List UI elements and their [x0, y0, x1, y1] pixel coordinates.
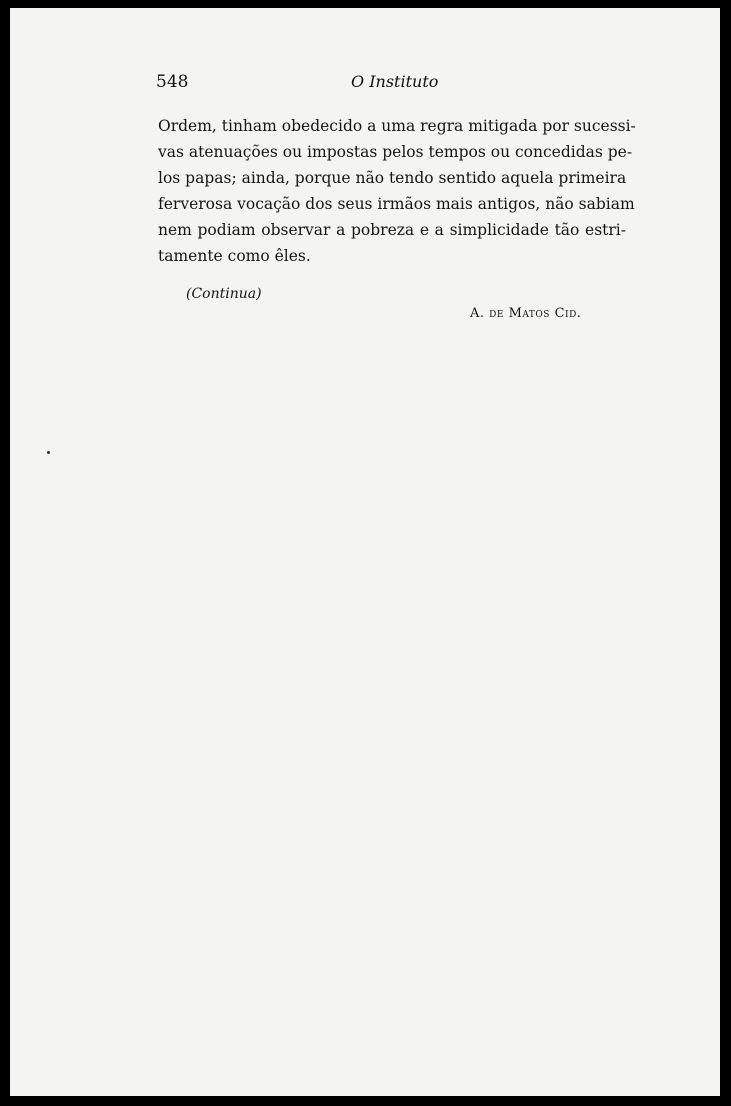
text-line: tamente como êles.: [158, 247, 311, 265]
text-line: vas atenuações ou impostas pelos tempos ou concedidas pe-: [158, 143, 633, 161]
body-paragraph: [158, 113, 636, 269]
page-number: 548: [156, 72, 189, 92]
text-line: ferverosa vocação dos seus irmãos mais antigos, não sabiam: [158, 195, 635, 213]
author-signature: A. de Matos Cid.: [470, 306, 582, 321]
text-line: Ordem, tinham obedecido a uma regra mitigada por sucessi-: [158, 117, 636, 135]
running-title: O Instituto: [351, 72, 439, 91]
text-line: nem podiam observar a pobreza e a simplicidade tão estri-: [158, 221, 626, 239]
continua-note: (Continua): [186, 286, 262, 302]
ink-speck: [47, 451, 50, 454]
text-line: los papas; ainda, porque não tendo sentido aquela primeira: [158, 169, 627, 187]
page-header: [156, 72, 636, 96]
document-page: [10, 8, 720, 1096]
